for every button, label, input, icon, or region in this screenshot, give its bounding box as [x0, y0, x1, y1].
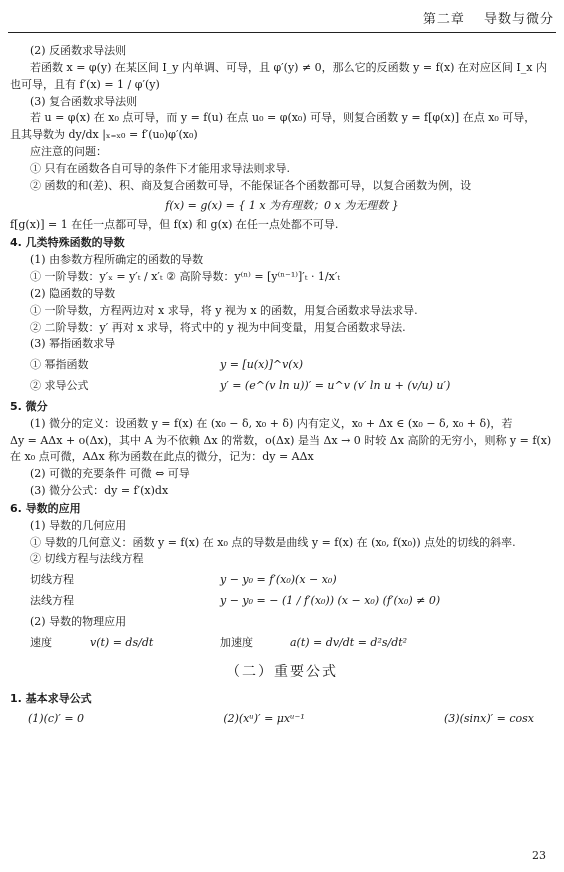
header-rule [8, 32, 556, 33]
formula-label: ② 求导公式 [30, 379, 89, 393]
text-line: (2) 导数的物理应用 [30, 615, 127, 628]
text-line: (1) 微分的定义：设函数 y = f(x) 在 (x₀ − δ, x₀ + δ) 内有定义，x₀ + Δx ∈ (x₀ − δ, x₀ + δ)，若 [30, 416, 513, 430]
formula-list [10, 712, 554, 727]
text-line: 应注意的问题： [30, 145, 107, 159]
formula-label: 切线方程 [30, 573, 74, 587]
speed-label: 速度 [30, 635, 52, 649]
text-line: 也可导，且有 f′(x) = 1 / φ′(y) [10, 77, 160, 91]
text-line: 且其导数为 dy/dx |ₓ₌ₓ₀ = f′(u₀)φ′(x₀) [10, 128, 198, 142]
physics-row [10, 636, 554, 651]
text-line: ① 一阶导数：y′ₓ = y′ₜ / x′ₜ ② 高阶导数：y⁽ⁿ⁾ = [y⁽ⁿ⁻¹⁾]′ₜ · 1/x′ₜ [30, 269, 341, 283]
text-line: 若 u = φ(x) 在 x₀ 点可导，而 y = f(u) 在点 u₀ = φ(x₀) 可导，则复合函数 y = f[φ(x)] 在点 x₀ 可导， [30, 111, 536, 125]
chapter-title: 导数与微分 [483, 12, 554, 27]
running-header [409, 8, 554, 27]
text-line: ② 切线方程与法线方程 [30, 552, 144, 566]
text-line: ① 只有在函数各自可导的条件下才能用求导法则求导. [30, 161, 290, 175]
accel-label: 加速度 [220, 635, 253, 649]
subsection-title: 5. 微分 [10, 399, 48, 413]
text-line: Δy = AΔx + o(Δx)，其中 A 为不依赖 Δx 的常数，o(Δx) 是当 Δx → 0 时较 Δx 高阶的无穷小，则称 y = f(x) [10, 433, 552, 447]
text-line: f[g(x)] = 1 在任一点都可导，但 f(x) 和 g(x) 在任一点处都不可导. [10, 218, 339, 232]
text-line: 在 x₀ 点可微，AΔx 称为函数在此点的微分，记为：dy = AΔx [10, 450, 314, 464]
accel-formula: a(t) = dv/dt = d²s/dt² [290, 635, 408, 649]
text-line: (2) 隐函数的导数 [30, 286, 116, 300]
piecewise-formula: f(x) = g(x) = { 1 x 为有理数；0 x 为无理数 } [165, 198, 399, 212]
formula: y = [u(x)]^v(x) [220, 358, 304, 372]
formula-row [10, 573, 554, 588]
text-line: 若函数 x = φ(y) 在某区间 I_y 内单调、可导，且 φ′(y) ≠ 0，那么它的反函数 y = f(x) 在对应区间 I_x 内 [30, 60, 547, 74]
formula-row [10, 379, 554, 394]
formula: (1)(c)′ = 0 [28, 712, 85, 726]
subsection-title: 1. 基本求导公式 [10, 691, 92, 705]
page-body [10, 42, 554, 727]
text-line: (2) 可微的充要条件 可微 ⇔ 可导 [30, 467, 190, 481]
subsection-title: 6. 导数的应用 [10, 501, 81, 515]
formula-label: ① 幂指函数 [30, 358, 89, 372]
formula: (2)(xᵘ)′ = μxᵘ⁻¹ [223, 712, 305, 726]
text-line: (3) 微分公式：dy = f′(x)dx [30, 484, 169, 498]
text-line: (1) 导数的几何应用 [30, 518, 127, 532]
formula: y′ = (e^(v ln u))′ = u^v (v′ ln u + (v/u) u′) [220, 379, 451, 393]
formula-row [10, 358, 554, 373]
text-line: (2) 反函数求导法则 [30, 44, 127, 57]
subsection-title: 4. 几类特殊函数的导数 [10, 236, 125, 250]
section-title: （二）重要公式 [226, 663, 338, 680]
chapter-label: 第二章 [422, 12, 465, 27]
text-line: ② 函数的和(差)、积、商及复合函数可导，不能保证各个函数都可导，以复合函数为例，设 [30, 178, 472, 192]
text-line: (1) 由参数方程所确定的函数的导数 [30, 253, 204, 267]
text-line: (3) 幂指函数求导 [30, 337, 116, 351]
formula-row [10, 594, 554, 609]
text-line: ① 导数的几何意义：函数 y = f(x) 在 x₀ 点的导数是曲线 y = f(x) 在 (x₀, f(x₀)) 点处的切线的斜率. [30, 535, 516, 549]
formula: (3)(sinx)′ = cosx [444, 712, 534, 726]
page-number: 23 [532, 849, 546, 862]
formula-label: 法线方程 [30, 594, 74, 608]
formula: y − y₀ = − (1 / f′(x₀)) (x − x₀) (f′(x₀) ≠ 0) [220, 594, 441, 608]
text-line: (3) 复合函数求导法则 [30, 94, 138, 108]
formula: y − y₀ = f′(x₀)(x − x₀) [220, 573, 337, 587]
text-line: ① 一阶导数，方程两边对 x 求导，将 y 视为 x 的函数，用复合函数求导法求导. [30, 303, 418, 317]
speed-formula: v(t) = ds/dt [90, 635, 154, 649]
text-line: ② 二阶导数：y′ 再对 x 求导，将式中的 y 视为中间变量，用复合函数求导法. [30, 320, 406, 334]
